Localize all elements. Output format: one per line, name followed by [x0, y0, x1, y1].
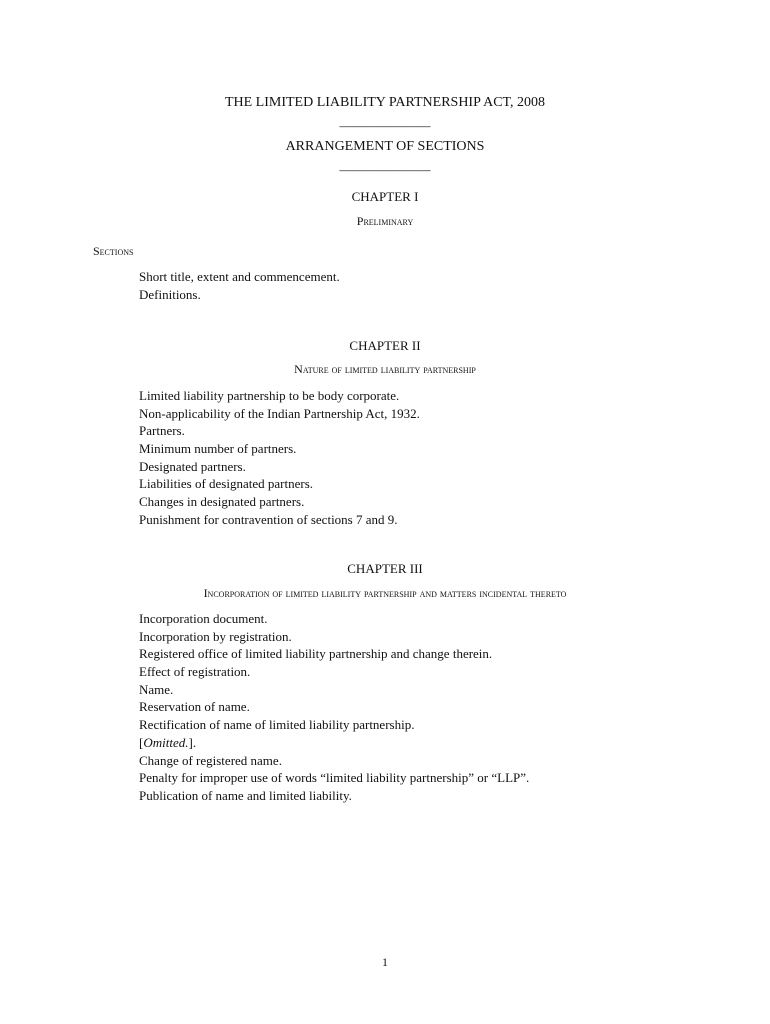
chapter-3-subheading: Incorporation of limited liability partnership and matters incidental thereto [203, 586, 567, 600]
section-title: Definitions. [139, 286, 201, 302]
section-title: Designated partners. [139, 458, 246, 474]
section-title: Punishment for contravention of sections 7 and 9. [139, 511, 398, 527]
section-title: Changes in designated partners. [139, 494, 305, 510]
section-title: Penalty for improper use of words “limited liability partnership” or “LLP”. [139, 770, 530, 786]
chapter-2-heading: CHAPTER II [349, 338, 421, 353]
chapter-2-subheading: Nature of limited liability partnership [294, 362, 476, 376]
section-title: Incorporation by registration. [139, 628, 292, 644]
section-title-omitted [139, 734, 196, 752]
section-title: Publication of name and limited liability. [139, 787, 352, 803]
section-title: Short title, extent and commencement. [139, 269, 340, 284]
bracket-open: [ [139, 734, 144, 750]
section-title: Liabilities of designated partners. [139, 476, 314, 492]
title-rule: ——————— [339, 118, 431, 133]
section-title: Effect of registration. [139, 664, 251, 680]
section-title: Partners. [139, 423, 185, 439]
act-title: THE LIMITED LIABILITY PARTNERSHIP ACT, 2008 [224, 95, 546, 110]
sections-label: Sections [93, 244, 134, 258]
section-title: Registered office of limited liability partnership and change therein. [139, 646, 493, 662]
section-title: Change of registered name. [139, 752, 282, 768]
section-title: Rectification of name of limited liability partnership. [139, 717, 415, 733]
section-title: Minimum number of partners. [139, 441, 297, 457]
omitted-text: Omitted. [143, 734, 189, 750]
section-title: Limited liability partnership to be body corporate. [139, 388, 400, 403]
subtitle-rule: ——————— [339, 162, 431, 177]
section-title: Non-applicability of the Indian Partnership Act, 1932. [139, 405, 420, 421]
section-title: Reservation of name. [139, 699, 250, 715]
section-title: Name. [139, 681, 174, 697]
chapter-3-heading: CHAPTER III [347, 561, 423, 576]
page-number: 1 [382, 955, 388, 969]
chapter-1-subheading: Preliminary [356, 214, 414, 228]
bracket-close: ]. [188, 734, 197, 750]
chapter-1-heading: CHAPTER I [351, 189, 419, 204]
arrangement-heading: ARRANGEMENT OF SECTIONS [285, 139, 485, 154]
section-title: Incorporation document. [139, 611, 268, 626]
